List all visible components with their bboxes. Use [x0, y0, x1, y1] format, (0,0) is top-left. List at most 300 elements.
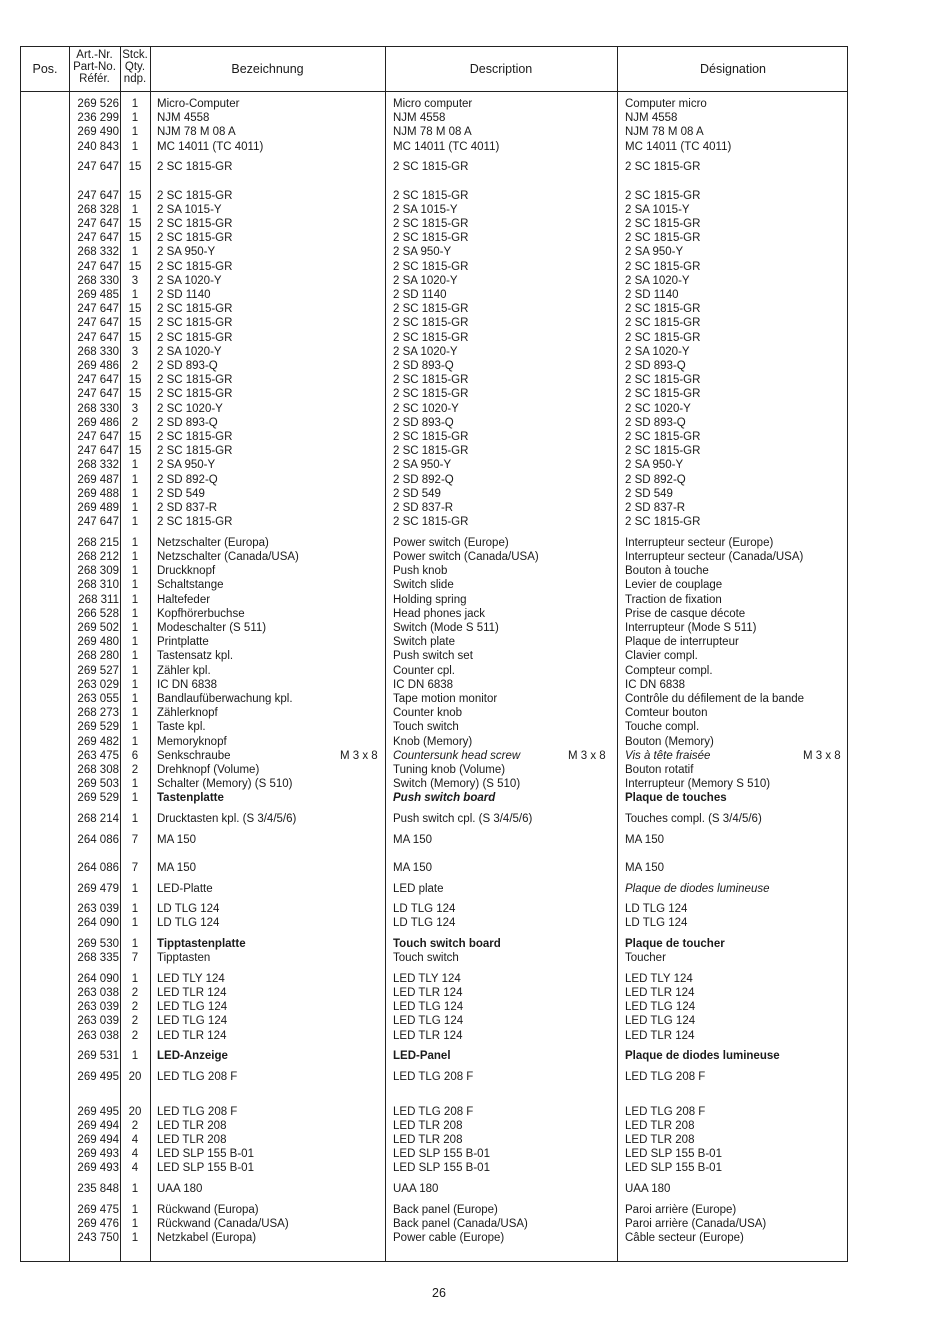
cell-description: Push switch board — [393, 792, 496, 805]
cell-art-nr: 247 647 — [77, 431, 119, 443]
table-row — [21, 986, 847, 1000]
cell-qty: 1 — [131, 459, 139, 472]
table-row — [21, 833, 847, 847]
cell-art-nr: 268 308 — [77, 764, 119, 776]
page-number: 26 — [432, 1286, 446, 1300]
table-row — [21, 160, 847, 174]
cell-art-nr: 268 330 — [77, 274, 119, 287]
cell-qty: 1 — [131, 636, 139, 649]
cell-art-nr: 269 529 — [77, 721, 119, 734]
cell-bezeichnung: 2 SC 1815-GR — [157, 374, 233, 387]
cell-qty: 2 — [131, 1001, 139, 1014]
cell-qty: 1 — [131, 1232, 139, 1244]
table-row — [21, 1049, 847, 1063]
cell-art-nr: 269 486 — [77, 416, 119, 429]
cell-qty: 7 — [131, 862, 139, 874]
cell-art-nr: 269 479 — [77, 882, 119, 895]
cell-art-nr: 264 090 — [77, 972, 119, 985]
cell-bezeichnung: Haltefeder — [157, 593, 211, 606]
cell-designation: Paroi arrière (Europe) — [625, 1203, 737, 1216]
table-row — [21, 735, 847, 749]
table-row — [21, 763, 847, 777]
cell-art-nr: 240 843 — [77, 140, 119, 153]
cell-art-nr: 268 215 — [77, 536, 119, 549]
header-bezeichnung: Bezeichnung — [231, 62, 304, 76]
cell-qty: 2 — [131, 764, 139, 776]
table-row — [21, 487, 847, 501]
cell-art-nr: 247 647 — [77, 516, 119, 529]
cell-description: Power cable (Europe) — [393, 1232, 505, 1244]
cell-art-nr: 247 647 — [77, 303, 119, 316]
cell-designation: 2 SA 1020-Y — [625, 345, 690, 358]
cell-art-nr: 268 332 — [77, 246, 119, 259]
cell-bezeichnung: Kopfhörerbuchse — [157, 607, 245, 620]
cell-description: 2 SA 950-Y — [393, 459, 452, 472]
cell-qty: 1 — [131, 565, 139, 578]
table-row — [21, 430, 847, 444]
cell-designation: 2 SA 1015-Y — [625, 203, 690, 216]
table-row — [21, 847, 847, 861]
cell-designation: Interrupteur secteur (Europe) — [625, 536, 774, 549]
table-row — [21, 1182, 847, 1196]
cell-designation: 2 SC 1815-GR — [625, 232, 701, 245]
table-row — [21, 217, 847, 231]
cell-qty: 1 — [131, 693, 139, 705]
table-row — [21, 316, 847, 330]
cell-qty: 1 — [131, 903, 139, 916]
cell-dim-en: M 3 x 8 — [568, 749, 606, 762]
cell-designation: Computer micro — [625, 98, 707, 110]
cell-qty: 1 — [131, 487, 139, 500]
cell-designation: 2 SC 1815-GR — [625, 388, 701, 401]
cell-designation: Compteur compl. — [625, 664, 713, 677]
cell-description: 2 SD 893-Q — [393, 360, 454, 372]
cell-art-nr: 269 503 — [77, 778, 119, 791]
cell-bezeichnung: Schaltstange — [157, 579, 224, 592]
cell-description: 2 SC 1815-GR — [393, 431, 469, 443]
cell-designation: LED TLG 208 F — [625, 1105, 706, 1118]
table-row — [21, 550, 847, 564]
cell-art-nr: 247 647 — [77, 317, 119, 330]
cell-qty: 1 — [131, 516, 139, 529]
cell-bezeichnung: LED-Platte — [157, 882, 213, 895]
cell-art-nr: 269 480 — [77, 636, 119, 649]
cell-description: Tuning knob (Volume) — [393, 764, 506, 776]
cell-description: Push knob — [393, 565, 448, 578]
cell-description: Switch slide — [393, 579, 454, 592]
cell-description: 2 SC 1815-GR — [393, 260, 469, 273]
table-row — [21, 1105, 847, 1119]
cell-description: 2 SD 837-R — [393, 502, 454, 514]
cell-description: Power switch (Canada/USA) — [393, 551, 539, 563]
cell-description: Back panel (Europe) — [393, 1203, 498, 1216]
cell-qty: 15 — [128, 331, 142, 344]
cell-bezeichnung: Tipptasten — [157, 952, 211, 965]
cell-bezeichnung: 2 SA 1015-Y — [157, 203, 222, 216]
header-art-line: Art.-Nr. — [76, 49, 113, 61]
cell-qty: 1 — [131, 536, 139, 549]
cell-designation: LED TLG 124 — [625, 1001, 696, 1014]
header-art-line: Part-No. — [73, 61, 116, 73]
cell-designation: LED TLR 208 — [625, 1119, 695, 1132]
cell-art-nr: 264 090 — [77, 917, 119, 930]
cell-art-nr: 269 493 — [77, 1162, 119, 1175]
cell-bezeichnung: LED SLP 155 B-01 — [157, 1148, 254, 1161]
cell-art-nr: 268 273 — [77, 707, 119, 720]
cell-description: LED TLR 124 — [393, 1029, 463, 1042]
cell-qty: 1 — [131, 813, 139, 825]
cell-description: 2 SC 1815-GR — [393, 218, 469, 230]
cell-bezeichnung: 2 SD 1140 — [157, 289, 211, 301]
cell-art-nr: 269 527 — [77, 664, 119, 677]
cell-bezeichnung: 2 SD 549 — [157, 487, 205, 500]
cell-designation: 2 SC 1020-Y — [625, 402, 691, 415]
cell-designation: Plaque de diodes lumineuse — [625, 1050, 780, 1063]
cell-art-nr: 264 086 — [77, 833, 119, 846]
cell-designation: Clavier compl. — [625, 650, 698, 663]
cell-designation: Bouton rotatif — [625, 764, 694, 776]
cell-art-nr: 269 526 — [77, 98, 119, 110]
cell-art-nr: 269 529 — [77, 792, 119, 805]
cell-bezeichnung: Drucktasten kpl. (S 3/4/5/6) — [157, 813, 297, 825]
cell-bezeichnung: LED TLR 124 — [157, 987, 227, 999]
cell-qty: 1 — [131, 126, 139, 139]
cell-art-nr: 247 647 — [77, 260, 119, 273]
cell-art-nr: 268 280 — [77, 650, 119, 663]
cell-qty: 7 — [131, 952, 139, 965]
cell-art-nr: 243 750 — [77, 1232, 119, 1244]
cell-description: 2 SA 1015-Y — [393, 203, 458, 216]
cell-designation: Prise de casque décote — [625, 607, 746, 620]
table-row — [21, 245, 847, 259]
cell-description: LED TLG 208 F — [393, 1105, 474, 1118]
table-row — [21, 345, 847, 359]
cell-qty: 1 — [131, 1203, 139, 1216]
cell-qty: 1 — [131, 1050, 139, 1063]
cell-qty: 2 — [131, 1119, 139, 1132]
cell-qty: 1 — [131, 140, 139, 153]
cell-designation: LED TLG 124 — [625, 1015, 696, 1028]
cell-designation: 2 SC 1815-GR — [625, 260, 701, 273]
cell-art-nr: 263 039 — [77, 903, 119, 916]
table-row — [21, 902, 847, 916]
cell-art-nr: 269 530 — [77, 938, 119, 950]
cell-description: Switch (Memory) (S 510) — [393, 778, 521, 791]
cell-designation: Plaque de diodes lumineuse — [625, 882, 770, 895]
cell-designation: Toucher — [625, 952, 666, 965]
table-row — [21, 1161, 847, 1175]
cell-designation: IC DN 6838 — [625, 678, 686, 691]
cell-bezeichnung: 2 SC 1815-GR — [157, 317, 233, 330]
cell-bezeichnung: Netzkabel (Europa) — [157, 1232, 257, 1244]
cell-description: 2 SC 1815-GR — [393, 303, 469, 316]
cell-bezeichnung: 2 SC 1815-GR — [157, 232, 233, 245]
cell-qty: 1 — [131, 650, 139, 663]
cell-designation: Comteur bouton — [625, 707, 708, 720]
table-row — [21, 578, 847, 592]
cell-description: UAA 180 — [393, 1183, 439, 1195]
cell-art-nr: 268 328 — [77, 203, 119, 216]
cell-designation: LED SLP 155 B-01 — [625, 1162, 722, 1175]
cell-bezeichnung: MC 14011 (TC 4011) — [157, 140, 264, 153]
cell-designation: Câble secteur (Europe) — [625, 1232, 744, 1244]
cell-bezeichnung: LED TLR 208 — [157, 1119, 227, 1132]
cell-description: Knob (Memory) — [393, 735, 473, 748]
cell-qty: 4 — [131, 1162, 139, 1175]
cell-designation: Bouton à touche — [625, 565, 709, 578]
cell-designation: 2 SC 1815-GR — [625, 374, 701, 387]
cell-art-nr: 268 214 — [77, 813, 119, 825]
cell-description: LD TLG 124 — [393, 903, 456, 916]
cell-qty: 2 — [131, 1029, 139, 1042]
cell-description: LED SLP 155 B-01 — [393, 1162, 490, 1175]
cell-qty: 1 — [131, 607, 139, 620]
cell-designation: Levier de couplage — [625, 579, 723, 592]
cell-art-nr: 247 647 — [77, 388, 119, 401]
cell-qty: 20 — [128, 1070, 142, 1083]
table-row — [21, 951, 847, 965]
table-row — [21, 260, 847, 274]
table-row — [21, 706, 847, 720]
table-row — [21, 635, 847, 649]
table-row — [21, 274, 847, 288]
header-qty — [120, 49, 150, 85]
table-row — [21, 1000, 847, 1014]
cell-bezeichnung: Druckknopf — [157, 565, 216, 578]
cell-art-nr: 263 039 — [77, 1015, 119, 1028]
cell-art-nr: 269 476 — [77, 1217, 119, 1230]
table-row — [21, 331, 847, 345]
cell-bezeichnung: Bandlaufüberwachung kpl. — [157, 693, 293, 705]
cell-bezeichnung: Schalter (Memory) (S 510) — [157, 778, 293, 791]
cell-description: 2 SC 1815-GR — [393, 331, 469, 344]
cell-designation: NJM 78 M 08 A — [625, 126, 704, 139]
cell-designation: NJM 4558 — [625, 112, 678, 125]
cell-designation: Touches compl. (S 3/4/5/6) — [625, 813, 762, 825]
cell-qty: 15 — [128, 431, 142, 443]
cell-description: 2 SC 1020-Y — [393, 402, 459, 415]
cell-qty: 1 — [131, 938, 139, 950]
cell-qty: 1 — [131, 593, 139, 606]
cell-designation: Contrôle du défilement de la bande — [625, 693, 805, 705]
cell-designation: Plaque de interrupteur — [625, 636, 739, 649]
cell-description: Micro computer — [393, 98, 473, 110]
table-row — [21, 1070, 847, 1084]
cell-designation: Plaque de touches — [625, 792, 727, 805]
cell-designation: Vis à tête fraisée — [625, 749, 711, 762]
cell-description: Push switch set — [393, 650, 473, 663]
cell-bezeichnung: 2 SC 1815-GR — [157, 516, 233, 529]
cell-description: Back panel (Canada/USA) — [393, 1217, 528, 1230]
cell-designation: 2 SC 1815-GR — [625, 161, 701, 174]
cell-description: 2 SD 1140 — [393, 289, 447, 301]
table-row — [21, 359, 847, 373]
cell-bezeichnung: 2 SA 950-Y — [157, 459, 216, 472]
cell-designation: 2 SD 892-Q — [625, 473, 686, 486]
cell-designation: LD TLG 124 — [625, 917, 688, 930]
table-row — [21, 564, 847, 578]
cell-description: LED TLG 208 F — [393, 1070, 474, 1083]
cell-bezeichnung: 2 SA 1020-Y — [157, 274, 222, 287]
cell-bezeichnung: LED-Anzeige — [157, 1050, 228, 1063]
table-row — [21, 1203, 847, 1217]
cell-designation: 2 SC 1815-GR — [625, 445, 701, 458]
cell-qty: 15 — [128, 232, 142, 245]
cell-art-nr: 263 039 — [77, 1001, 119, 1014]
cell-art-nr: 269 487 — [77, 473, 119, 486]
cell-description: 2 SC 1815-GR — [393, 374, 469, 387]
cell-bezeichnung: Tastensatz kpl. — [157, 650, 234, 663]
table-row — [21, 882, 847, 896]
cell-description: Touch switch board — [393, 938, 501, 950]
cell-designation: 2 SC 1815-GR — [625, 516, 701, 529]
cell-description: NJM 4558 — [393, 112, 446, 125]
cell-art-nr: 268 332 — [77, 459, 119, 472]
table-row — [21, 111, 847, 125]
cell-bezeichnung: LED TLY 124 — [157, 972, 225, 985]
cell-art-nr: 269 489 — [77, 502, 119, 514]
table-row — [21, 861, 847, 875]
cell-bezeichnung: 2 SD 892-Q — [157, 473, 218, 486]
cell-qty: 1 — [131, 707, 139, 720]
cell-designation: MA 150 — [625, 833, 664, 846]
cell-qty: 2 — [131, 1015, 139, 1028]
cell-qty: 2 — [131, 987, 139, 999]
cell-bezeichnung: LD TLG 124 — [157, 917, 220, 930]
cell-qty: 3 — [131, 402, 139, 415]
cell-designation: Plaque de toucher — [625, 938, 725, 950]
cell-bezeichnung: Modeschalter (S 511) — [157, 622, 267, 634]
cell-bezeichnung: LED TLR 208 — [157, 1134, 227, 1146]
cell-bezeichnung: UAA 180 — [157, 1183, 203, 1195]
cell-description: MA 150 — [393, 862, 432, 874]
cell-qty: 15 — [128, 317, 142, 330]
cell-art-nr: 247 647 — [77, 331, 119, 344]
cell-art-nr: 263 038 — [77, 1029, 119, 1042]
header-qty-line: Stck. — [122, 49, 148, 61]
table-row — [21, 1029, 847, 1043]
table-row — [21, 791, 847, 805]
cell-description: Switch plate — [393, 636, 456, 649]
table-row — [21, 174, 847, 188]
table-row — [21, 607, 847, 621]
cell-qty: 1 — [131, 579, 139, 592]
table-row — [21, 140, 847, 154]
cell-designation: 2 SC 1815-GR — [625, 189, 701, 202]
cell-designation: MA 150 — [625, 862, 664, 874]
cell-designation: 2 SD 893-Q — [625, 416, 686, 429]
cell-bezeichnung: 2 SA 1020-Y — [157, 345, 222, 358]
cell-description: NJM 78 M 08 A — [393, 126, 472, 139]
cell-qty: 1 — [131, 882, 139, 895]
table-row — [21, 916, 847, 930]
cell-qty: 20 — [128, 1105, 142, 1118]
cell-designation: 2 SC 1815-GR — [625, 218, 701, 230]
table-row — [21, 749, 847, 763]
cell-designation: 2 SA 1020-Y — [625, 274, 690, 287]
table-row — [21, 1147, 847, 1161]
cell-description: LED TLR 208 — [393, 1119, 463, 1132]
cell-description: 2 SC 1815-GR — [393, 317, 469, 330]
cell-bezeichnung: Drehknopf (Volume) — [157, 764, 260, 776]
cell-bezeichnung: Printplatte — [157, 636, 209, 649]
cell-description: LED SLP 155 B-01 — [393, 1148, 490, 1161]
cell-art-nr: 247 647 — [77, 189, 119, 202]
cell-art-nr: 269 531 — [77, 1050, 119, 1063]
cell-bezeichnung: NJM 78 M 08 A — [157, 126, 236, 139]
cell-designation: Interrupteur (Mode S 511) — [625, 622, 757, 634]
cell-qty: 1 — [131, 622, 139, 634]
cell-bezeichnung: 2 SD 837-R — [157, 502, 218, 514]
table-row — [21, 203, 847, 217]
cell-bezeichnung: 2 SC 1020-Y — [157, 402, 223, 415]
cell-designation: Interrupteur secteur (Canada/USA) — [625, 551, 804, 563]
cell-art-nr: 268 309 — [77, 565, 119, 578]
table-row — [21, 189, 847, 203]
cell-art-nr: 264 086 — [77, 862, 119, 874]
table-row — [21, 387, 847, 401]
header-designation: Désignation — [699, 62, 766, 76]
cell-qty: 1 — [131, 664, 139, 677]
cell-designation: UAA 180 — [625, 1183, 671, 1195]
cell-bezeichnung: Netzschalter (Canada/USA) — [157, 551, 299, 563]
cell-qty: 3 — [131, 345, 139, 358]
cell-qty: 1 — [131, 112, 139, 125]
cell-qty: 2 — [131, 416, 139, 429]
cell-description: Counter cpl. — [393, 664, 456, 677]
table-row — [21, 231, 847, 245]
cell-art-nr: 269 488 — [77, 487, 119, 500]
cell-description: MC 14011 (TC 4011) — [393, 140, 500, 153]
cell-qty: 15 — [128, 445, 142, 458]
table-row — [21, 416, 847, 430]
table-row — [21, 473, 847, 487]
cell-qty: 15 — [128, 218, 142, 230]
cell-qty: 1 — [131, 735, 139, 748]
cell-art-nr: 263 029 — [77, 678, 119, 691]
cell-qty: 1 — [131, 203, 139, 216]
cell-description: 2 SD 892-Q — [393, 473, 454, 486]
cell-bezeichnung: LD TLG 124 — [157, 903, 220, 916]
table-row — [21, 812, 847, 826]
cell-designation: LD TLG 124 — [625, 903, 688, 916]
table-row — [21, 777, 847, 791]
cell-art-nr: 268 335 — [77, 952, 119, 965]
table-row — [21, 593, 847, 607]
cell-art-nr: 269 495 — [77, 1105, 119, 1118]
cell-designation: 2 SD 1140 — [625, 289, 679, 301]
cell-description: Touch switch — [393, 721, 459, 734]
cell-bezeichnung: Memoryknopf — [157, 735, 227, 748]
cell-art-nr: 268 311 — [78, 593, 119, 606]
cell-description: LED-Panel — [393, 1050, 451, 1063]
cell-designation: 2 SC 1815-GR — [625, 431, 701, 443]
cell-description: Switch (Mode S 511) — [393, 622, 499, 634]
table-row — [21, 621, 847, 635]
cell-bezeichnung: LED SLP 155 B-01 — [157, 1162, 254, 1175]
table-row — [21, 1119, 847, 1133]
cell-qty: 4 — [131, 1148, 139, 1161]
cell-bezeichnung: Taste kpl. — [157, 721, 206, 734]
cell-description: Touch switch — [393, 952, 459, 965]
cell-designation: LED TLR 124 — [625, 987, 695, 999]
table-row — [21, 692, 847, 706]
cell-art-nr: 269 495 — [77, 1070, 119, 1083]
cell-bezeichnung: Rückwand (Europa) — [157, 1203, 259, 1216]
cell-description: LED TLG 124 — [393, 1001, 464, 1014]
table-row — [21, 1133, 847, 1147]
cell-bezeichnung: Zähler kpl. — [157, 664, 211, 677]
